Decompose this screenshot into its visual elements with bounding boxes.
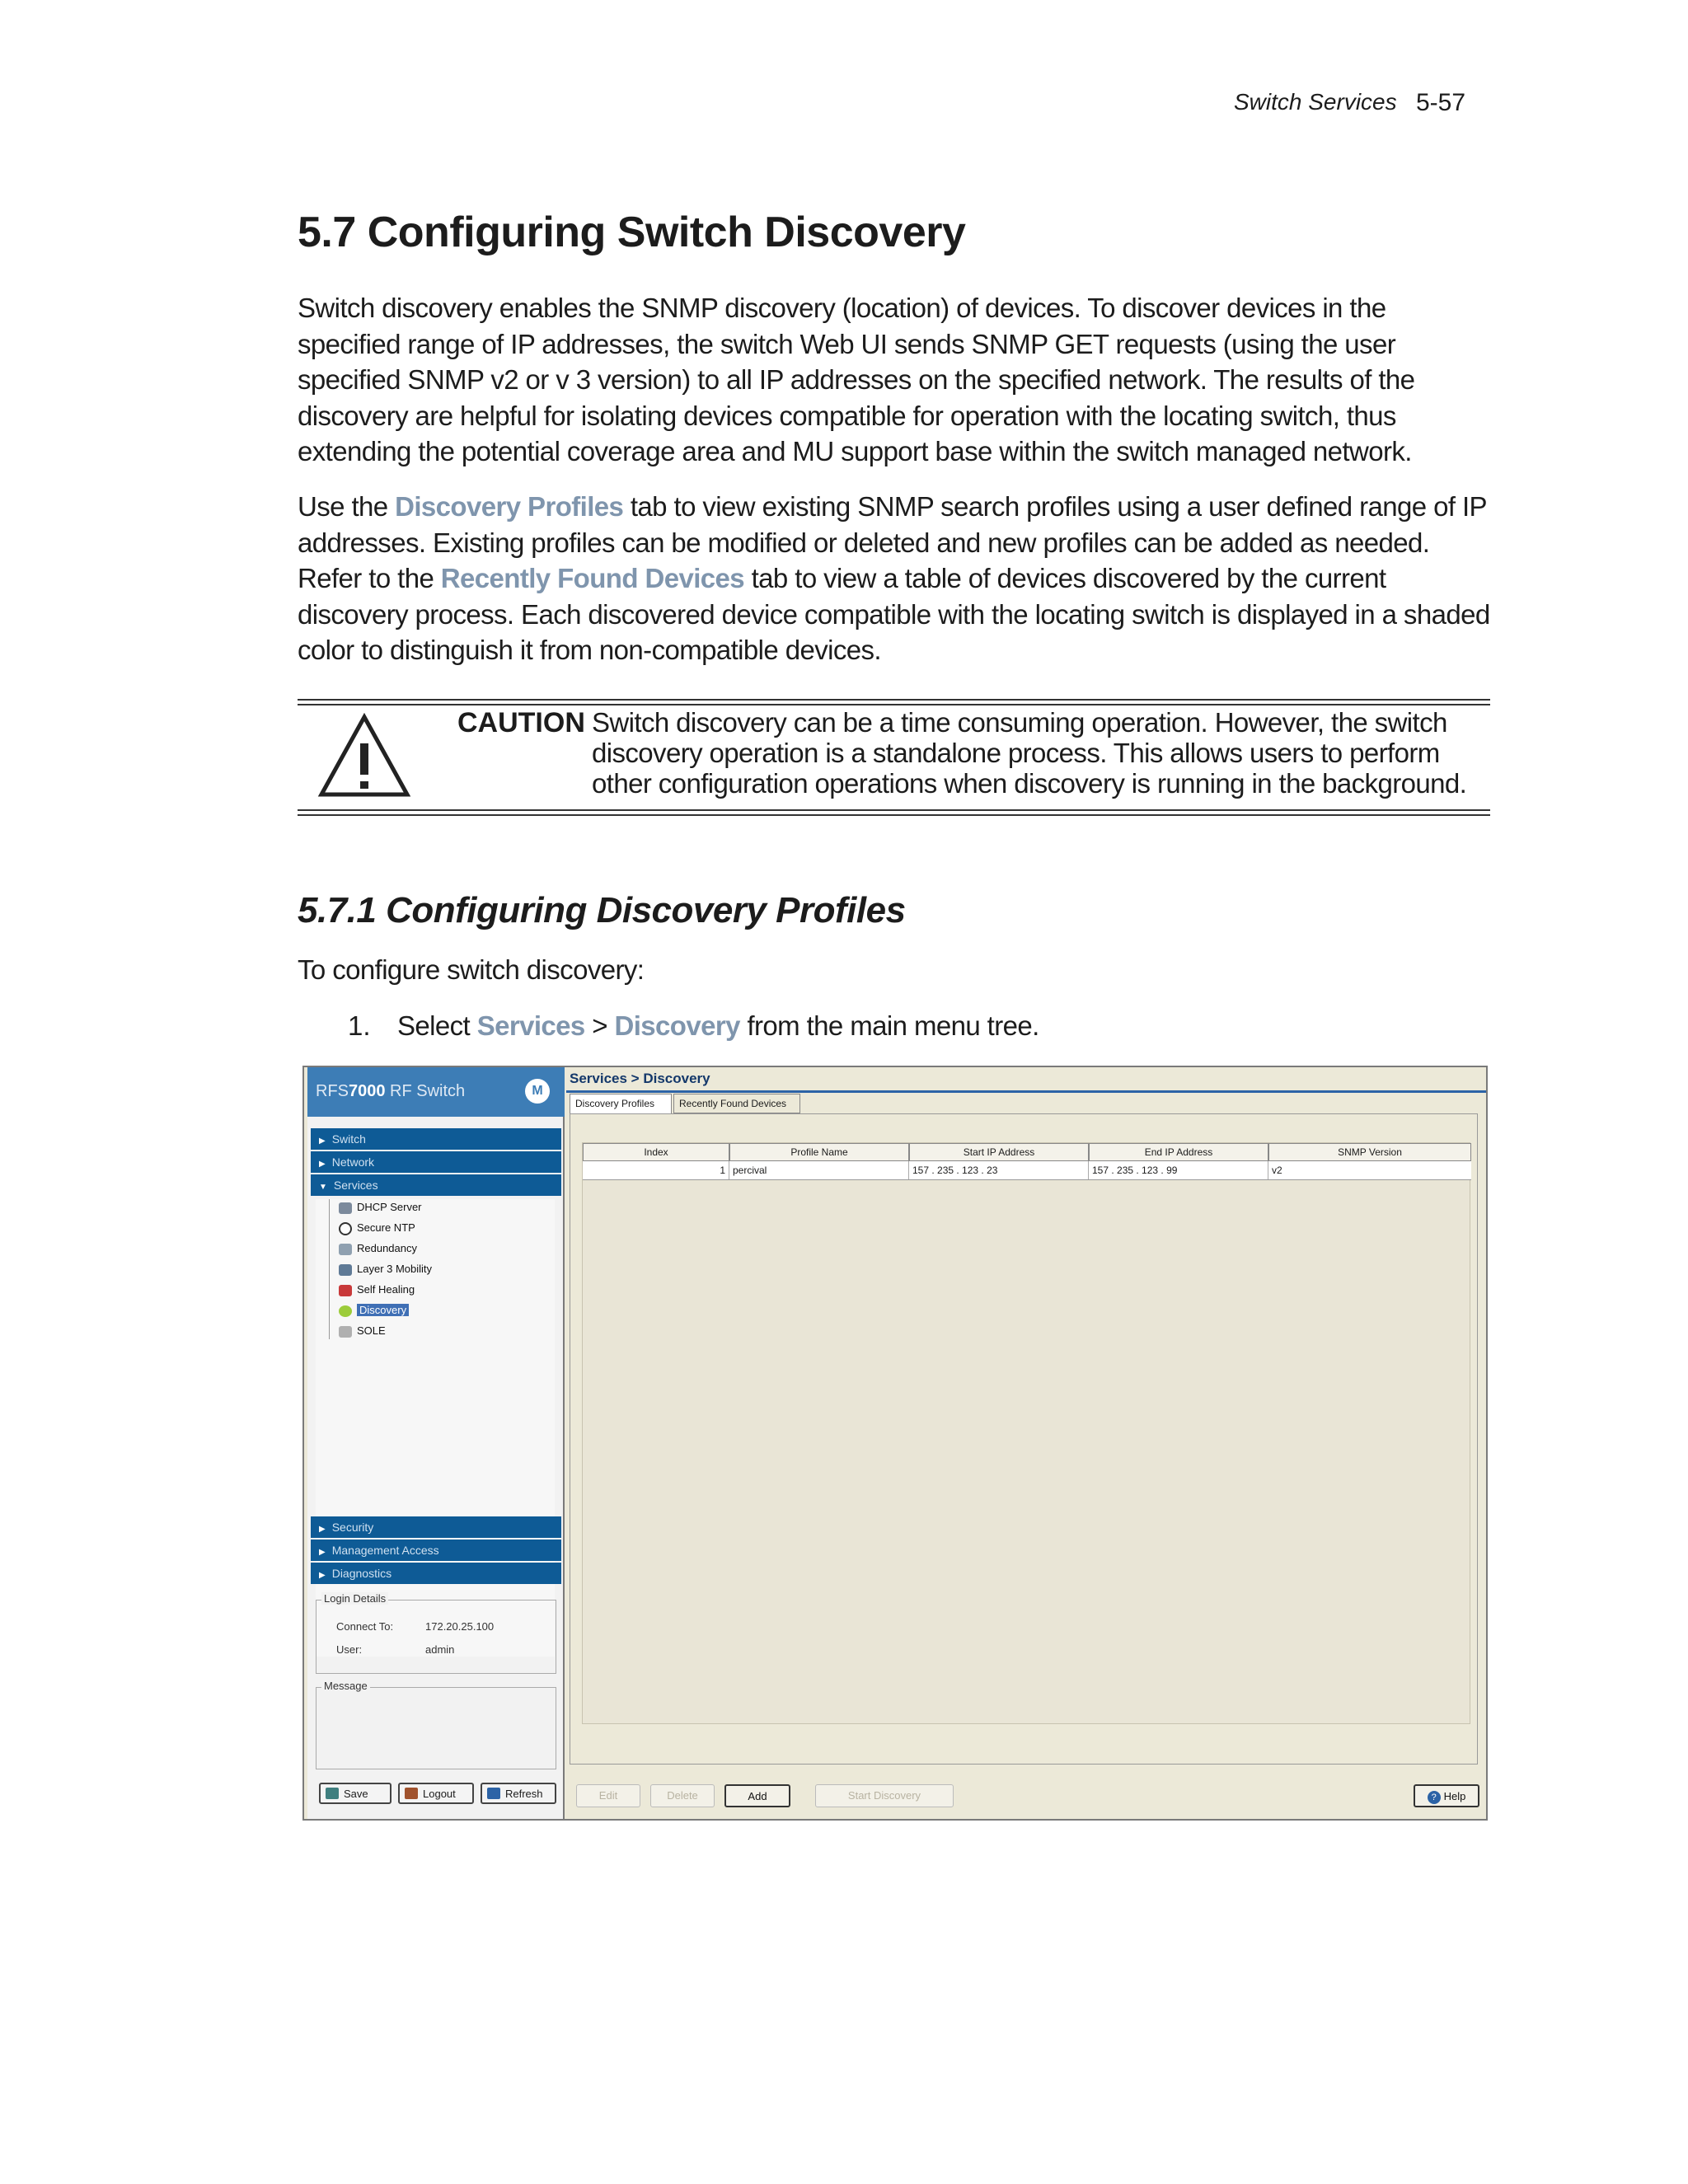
menu-label: Management Access [331,1544,439,1557]
tree-item-self-healing[interactable] [339,1282,415,1298]
message-group [316,1680,556,1769]
user-value: admin [425,1643,455,1656]
menu-label: Switch [331,1132,366,1146]
self-healing-icon [339,1285,352,1296]
menu-label: Diagnostics [331,1567,392,1580]
para-text: Use the [298,491,396,522]
tree-item-secure-ntp[interactable] [339,1220,415,1236]
brand-model: 7000 [349,1082,386,1100]
recently-found-devices-link[interactable]: Recently Found Devices [440,563,745,593]
connect-to-value: 172.20.25.100 [425,1620,495,1633]
help-icon: ? [1428,1791,1441,1804]
button-label: Save [344,1788,368,1800]
expand-arrow-icon: ▶ [319,1137,326,1146]
edit-button[interactable]: Edit [576,1784,640,1807]
tree-label: Layer 3 Mobility [357,1263,433,1275]
menu-network[interactable] [311,1151,561,1173]
step-text: Select [397,1010,477,1041]
page-number: 5-57 [1416,89,1466,116]
menu-label: Network [331,1155,375,1169]
tab-content [570,1113,1478,1765]
column-header-end-ip[interactable]: End IP Address [1089,1143,1268,1161]
button-label: Logout [423,1788,456,1800]
tree-label: Redundancy [357,1242,417,1254]
cell-start-ip: 157 . 235 . 123 . 23 [909,1161,1089,1179]
mobility-icon [339,1264,352,1276]
login-details-legend: Login Details [321,1592,388,1605]
para-text: tab to view a table of devices discovered by the current discovery process. Each discovered device compatible with the locating switch is displayed in a shaded color to distinguish it from non-compatible devices. [298,563,1490,665]
save-icon [326,1788,339,1799]
breadcrumb: Services > Discovery [570,1071,710,1086]
services-link[interactable]: Services [476,1010,585,1041]
menu-management-access[interactable] [311,1540,561,1561]
button-label: Refresh [505,1788,543,1800]
column-header-profile-name[interactable]: Profile Name [729,1143,909,1161]
tree-connector [329,1199,330,1339]
caution-top-rule [298,704,1490,705]
delete-button[interactable]: Delete [650,1784,715,1807]
caution-label: CAUTION [457,707,585,738]
breadcrumb-underline [566,1090,1486,1093]
tree-item-discovery[interactable] [339,1302,409,1319]
save-button[interactable] [319,1783,392,1804]
discovery-profiles-link[interactable]: Discovery Profiles [395,491,624,522]
navigation-panel [307,1067,565,1819]
start-discovery-button[interactable]: Start Discovery [815,1784,954,1807]
tree-item-sole[interactable] [339,1323,386,1339]
clock-icon [339,1222,352,1235]
logout-icon [405,1788,418,1799]
cell-snmp-version: v2 [1272,1165,1282,1176]
logout-button[interactable] [398,1783,474,1804]
intro-paragraph: Switch discovery enables the SNMP discovery (location) of devices. To discover devices in the specified range of IP addresses, the switch Web UI sends SNMP GET requests (using the user specified SNMP v2 or v 3 version) to all IP addresses on the specified network. The results of the discovery are helpful for isolating devices compatible for operation with the locating switch, thus extending the potential coverage area and MU support base within the switch managed network. [298,293,1415,466]
expand-arrow-icon: ▶ [319,1571,326,1580]
tab-recently-found-devices[interactable]: Recently Found Devices [673,1094,800,1113]
profiles-table [582,1142,1470,1724]
content-panel [566,1067,1486,1819]
redundancy-icon [339,1244,352,1255]
tabs-paragraph [298,489,1493,668]
expand-arrow-icon: ▶ [319,1160,326,1169]
button-label: Help [1443,1790,1466,1802]
brand-suffix: RF Switch [385,1082,466,1100]
product-banner [307,1067,565,1117]
caution-top-rule [298,699,1490,701]
step-text: from the main menu tree. [739,1010,1039,1041]
tree-item-layer3-mobility[interactable] [339,1261,432,1277]
caution-bottom-rule [298,814,1490,816]
sole-icon [339,1326,352,1338]
tree-item-dhcp-server[interactable] [339,1199,422,1216]
discovery-icon [339,1305,352,1317]
help-button[interactable] [1414,1784,1479,1807]
procedure-intro: To configure switch discovery: [298,954,645,985]
tab-discovery-profiles[interactable]: Discovery Profiles [570,1094,672,1113]
step-separator: > [584,1010,615,1041]
cell-end-ip: 157 . 235 . 123 . 99 [1089,1161,1268,1179]
tree-label: DHCP Server [357,1201,422,1213]
motorola-logo-icon: M [525,1079,550,1104]
column-header-snmp-version[interactable]: SNMP Version [1268,1143,1471,1161]
table-row[interactable] [583,1161,1471,1180]
table-header-row [583,1143,1471,1161]
step-1 [397,1010,1039,1042]
refresh-icon [487,1788,500,1799]
tree-label: SOLE [357,1324,386,1337]
caution-bottom-rule [298,809,1490,811]
login-details-group [316,1592,556,1674]
services-tree [316,1199,555,1657]
cell-profile-name: percival [729,1161,909,1179]
subsection-title: 5.7.1 Configuring Discovery Profiles [298,890,906,930]
discovery-link[interactable]: Discovery [614,1010,740,1041]
warning-icon [316,712,412,801]
discovery-screenshot [302,1066,1488,1821]
column-header-start-ip[interactable]: Start IP Address [909,1143,1089,1161]
menu-label: Security [331,1521,374,1534]
column-header-index[interactable]: Index [583,1143,729,1161]
menu-switch[interactable] [311,1128,561,1150]
message-legend: Message [321,1680,370,1692]
connect-to-label: Connect To: [336,1620,394,1633]
brand-prefix: RFS [316,1082,349,1100]
dhcp-icon [339,1202,352,1214]
menu-diagnostics[interactable] [311,1563,561,1584]
tree-item-redundancy[interactable] [339,1240,417,1257]
menu-services[interactable] [311,1174,561,1196]
user-label: User: [336,1643,363,1656]
refresh-button[interactable] [481,1783,556,1804]
step-number: 1. [348,1010,371,1041]
para-text: tab to view existing SNMP search profiles using a user defined range of IP addresses. Existing profiles can be modified or deleted and new profiles can be added as needed. Refer to the [298,491,1487,593]
add-button[interactable]: Add [724,1784,790,1807]
caution-text: Switch discovery can be a time consuming operation. However, the switch discovery operation is a standalone process. This allows users to perform other configuration operations when discovery is running in the background. [592,707,1467,799]
expand-arrow-icon: ▶ [319,1525,326,1534]
section-title: 5.7 Configuring Switch Discovery [298,209,966,256]
collapse-arrow-icon: ▼ [319,1183,327,1192]
menu-label: Services [333,1179,378,1192]
tree-label: Discovery [357,1304,409,1316]
tree-label: Secure NTP [357,1221,415,1234]
expand-arrow-icon: ▶ [319,1548,326,1557]
cell-index: 1 [583,1161,729,1179]
menu-security[interactable] [311,1516,561,1538]
tree-label: Self Healing [357,1283,415,1296]
running-header-section: Switch Services [1234,89,1397,115]
